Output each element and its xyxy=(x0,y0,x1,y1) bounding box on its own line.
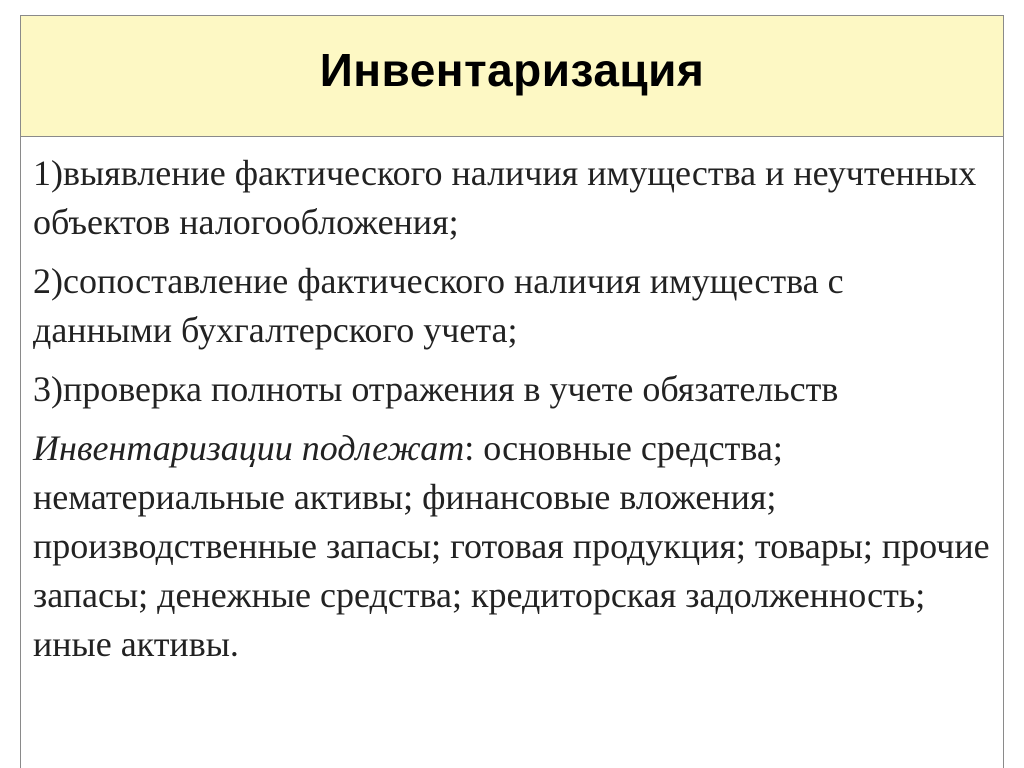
subject-text: основные средства; нематериальные активы; финансовые вложения; производственные запасы; готовая продукция; товары; прочие запасы; денежные средства; кредиторская задолженность; иные активы. xyxy=(33,428,990,664)
list-item-1: 1)выявление фактического наличия имущества и неучтенных объектов налогообложения; xyxy=(33,153,977,242)
list-item-2: 2)сопоставление фактического наличия имущества с данными бухгалтерского учета; xyxy=(33,261,844,350)
subject-paragraph xyxy=(33,424,991,669)
content-frame xyxy=(20,15,1004,768)
list-item-3: 3)проверка полноты отражения в учете обязательств xyxy=(33,369,839,409)
title-band xyxy=(21,16,1003,137)
subject-label: Инвентаризации подлежат xyxy=(33,428,465,468)
subject-colon: : xyxy=(464,428,475,468)
slide-body xyxy=(33,149,991,679)
slide-title: Инвентаризация xyxy=(319,44,705,96)
